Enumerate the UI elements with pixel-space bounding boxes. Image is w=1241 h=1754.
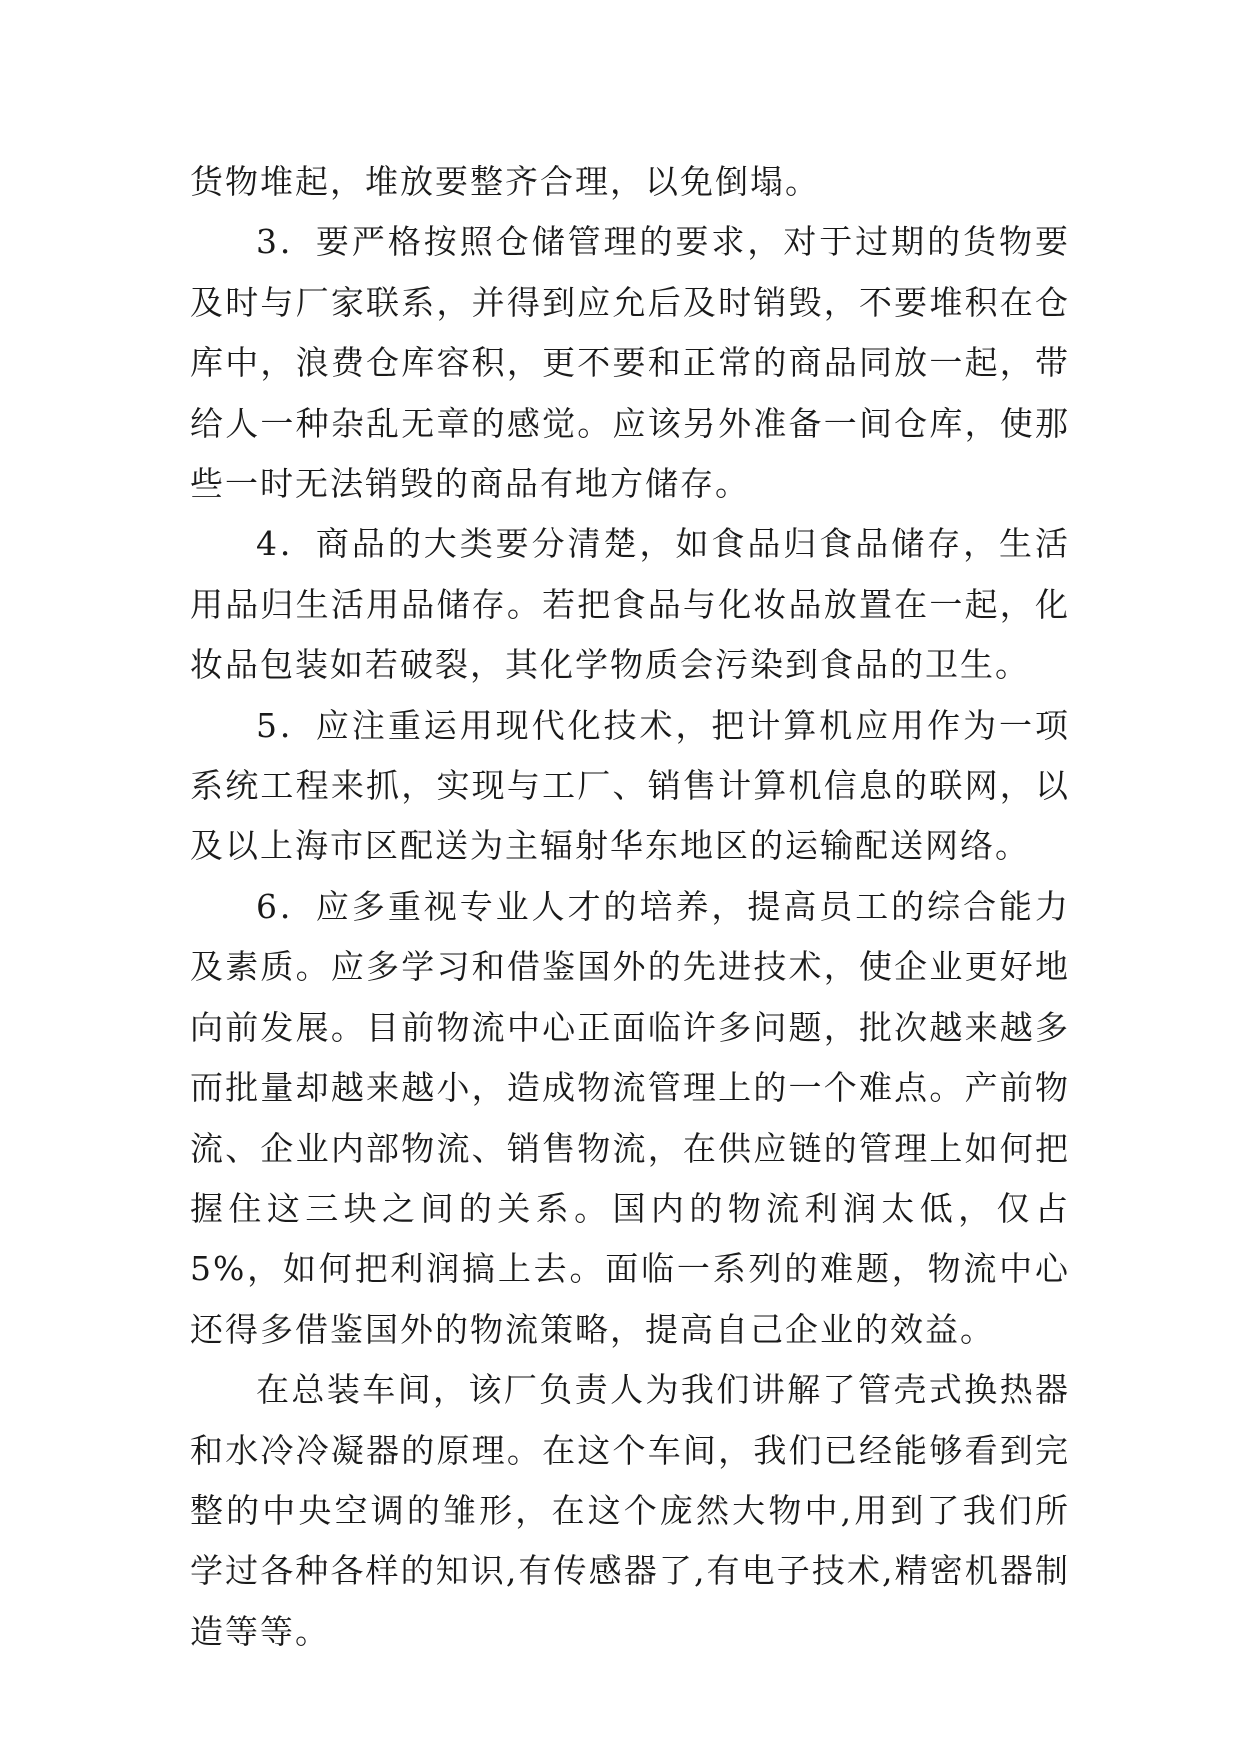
paragraph-item-3: 3．要严格按照仓储管理的要求，对于过期的货物要及时与厂家联系，并得到应允后及时销毁，不要堆积在仓库中，浪费仓库容积，更不要和正常的商品同放一起，带给人一种杂乱无章的感觉。应该另外准备一间仓库，使那些一时无法销毁的商品有地方储存。 <box>190 222 1070 504</box>
paragraph-item-6: 6．应多重视专业人才的培养，提高员工的综合能力及素质。应多学习和借鉴国外的先进技术，使企业更好地向前发展。目前物流中心正面临许多问题，批次越来越多而批量却越来越小，造成物流管理上的一个难点。产前物流、企业内部物流、销售物流，在供应链的管理上如何把握住这三块之间的关系。国内的物流利润太低，仅占5%，如何把利润搞上去。面临一系列的难题，物流中心还得多借鉴国外的物流策略，提高自己企业的效益。 <box>190 886 1070 1349</box>
paragraph-item-4: 4．商品的大类要分清楚，如食品归食品储存，生活用品归生活用品储存。若把食品与化妆品放置在一起，化妆品包装如若破裂，其化学物质会污染到食品的卫生。 <box>190 524 1070 685</box>
paragraph-continuation: 货物堆起，堆放要整齐合理，以免倒塌。 <box>190 162 820 201</box>
paragraph-item-5: 5．应注重运用现代化技术，把计算机应用作为一项系统工程来抓，实现与工厂、销售计算机信息的联网，以及以上海市区配送为主辐射华东地区的运输配送网络。 <box>190 705 1070 866</box>
paragraph-assembly-workshop: 在总装车间，该厂负责人为我们讲解了管壳式换热器和水冷冷凝器的原理。在这个车间，我们已经能够看到完整的中央空调的雏形，在这个庞然大物中,用到了我们所学过各种各样的知识,有传感器了,有电子技术,精密机器制造等等。 <box>190 1370 1070 1651</box>
document-body <box>190 152 1070 1662</box>
